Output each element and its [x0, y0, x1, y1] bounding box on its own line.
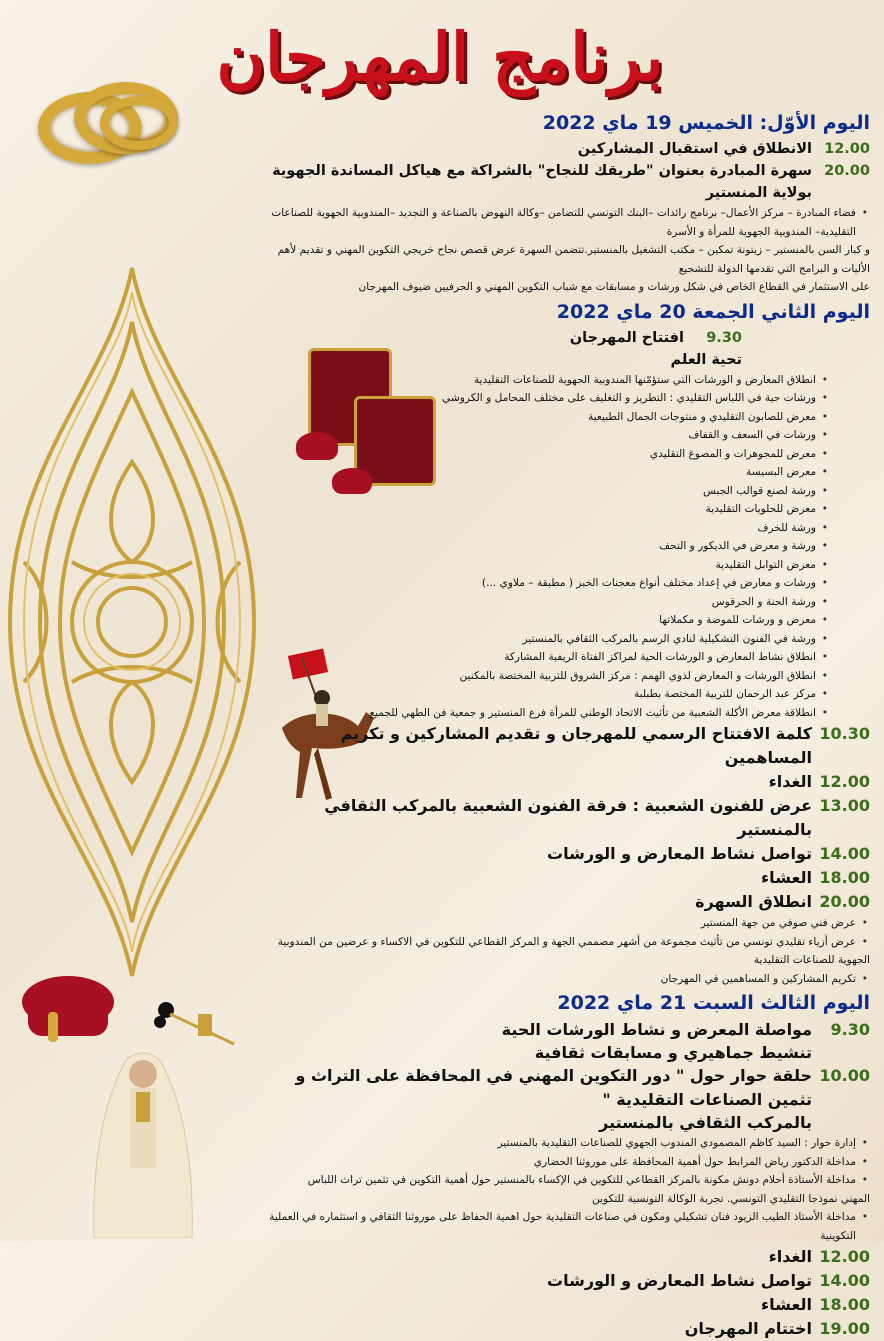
- bullet-continuation: على الاستثمار في القطاع الخاص في شكل ورشات و مسابقات مع شباب التكوين المهني و الحرفيين ضيوف المهرجان: [358, 281, 870, 293]
- page-title: برنامج المهرجان: [216, 18, 664, 96]
- schedule-text: سهرة المبادرة بعنوان "طريقك للنجاح" بالشراكة مع هياكل المساندة الجهوية بولاية المنستير: [272, 163, 812, 201]
- bullet-continuation: الجهوية للصناعات التقليدية: [753, 954, 870, 966]
- schedule-time: 12.00: [819, 772, 870, 791]
- schedule-text: مواصلة المعرض و نشاط الورشات الحية: [501, 1020, 812, 1039]
- schedule-text: عرض للفنون الشعبية : فرقة الفنون الشعبية بالمركب الثقافي بالمنستير: [324, 796, 812, 839]
- list-item: • معرض للحلويات التقليدية: [250, 500, 830, 519]
- list-item: • انطلاق المعارض و الورشات التي ستؤمّنها المندوبية الجهوية للصناعات التقليدية: [250, 371, 830, 390]
- schedule-row: [250, 890, 870, 914]
- list-item: • انطلاق الورشات و المعارض لذوي الهمم : مركز الشروق للتربية المختصة بالمكنين: [250, 667, 830, 686]
- list-item: • مركز عبد الرحمان للتربية المختصة بطبلبة: [250, 685, 830, 704]
- schedule-time: 19.00: [819, 1319, 870, 1338]
- schedule-time: 9.30: [830, 1020, 870, 1039]
- schedule-row: [250, 794, 870, 842]
- schedule-time: 20.00: [824, 163, 870, 179]
- schedule-row: [250, 770, 870, 794]
- day1-header: اليوم الأوّل: الخميس 19 ماي 2022: [542, 112, 870, 134]
- schedule-row: [250, 138, 870, 160]
- list-item: • معرض للمجوهرات و المصوغ التقليدي: [250, 445, 830, 464]
- schedule-time: 10.00: [819, 1066, 870, 1085]
- list-item: • مداخلة الأستاذة أحلام دونش مكونة بالمركز القطاعي للتكوين في الإكساء بالمنستير حول أهمية التكوين في تثمين تراث اللباس: [250, 1171, 870, 1190]
- list-item: • عرض أزياء تقليدي تونسي من تأثيث مجموعة من أشهر مصممي الجهة و المركز القطاعي للتكوين في الاكساء و عرضين من المندوبية: [250, 933, 870, 952]
- day2-header: اليوم الثاني الجمعة 20 ماي 2022: [556, 300, 870, 323]
- list-item: • ورشة للخرف: [250, 519, 830, 538]
- schedule-row: [250, 1064, 870, 1112]
- schedule-row: [250, 1293, 870, 1317]
- woman-traditional-dress-image: [92, 1048, 194, 1238]
- schedule-text: العشاء: [761, 868, 812, 887]
- schedule-text: كلمة الافتتاح الرسمي للمهرجان و تقديم المشاركين و تكريم المساهمين: [340, 724, 812, 767]
- schedule-time: 14.00: [819, 1271, 870, 1290]
- schedule-time: 9.30: [706, 329, 742, 346]
- schedule-subtext: تنشيط جماهيري و مسابقات ثقافية: [534, 1043, 812, 1062]
- list-item: • معرض للصابون التقليدي و منتوجات الجمال الطبيعية: [250, 408, 830, 427]
- schedule-text: الغداء: [768, 1247, 812, 1266]
- schedule-time: 10.30: [819, 724, 870, 743]
- day3-header: اليوم الثالث السبت 21 ماي 2022: [557, 992, 870, 1014]
- bullet-continuation: و كبار السن بالمنستير – زيتونة تمكين – مكتب التشغيل بالمنستير.تتضمن السهرة عرض قصص نجاح خريجي التكوين المهني و تقديم لأهم الأليات و البرامج التي تقدمها الدولة للتشجيع: [277, 244, 870, 275]
- list-item: • انطلاق نشاط المعارض و الورشات الحية لمراكز الفتاة الريفية المشاركة: [250, 648, 830, 667]
- schedule-text: حلقة حوار حول " دور التكوين المهني في المحافظة على التراث و تثمين الصناعات التقليدية ": [295, 1066, 812, 1109]
- list-item: • إدارة حوار : السيد كاظم المصمودي المندوب الجهوي للصناعات التقليدية بالمنستير: [250, 1134, 870, 1153]
- brooch-jewelry-image: [150, 992, 240, 1050]
- schedule-row: [250, 722, 870, 770]
- list-item: • انطلاقة معرض الأكلة الشعبية من تأثيث الاتحاد الوطني للمرأة فرع المنستير و جمعية فن الطهي للجميع: [250, 704, 830, 723]
- schedule-text: تواصل نشاط المعارض و الورشات: [547, 1271, 812, 1290]
- list-item: • معرض و ورشات للموضة و مكملاتها: [250, 611, 830, 630]
- list-item: • ورشات في السعف و القفاف: [250, 426, 830, 445]
- bullet-continuation: المهني نموذجا التقليدي التونسي. تجربة الوكالة التونسية للتكوين: [591, 1192, 870, 1205]
- schedule-time: 12.00: [819, 1247, 870, 1266]
- list-item: • معرض التوابل التقليدية: [250, 556, 830, 575]
- schedule-text: تواصل نشاط المعارض و الورشات: [547, 844, 812, 863]
- schedule-time: 20.00: [819, 892, 870, 911]
- list-item: • عرض فني صوفي من جهة المنستير: [250, 914, 870, 933]
- schedule-time: 14.00: [819, 844, 870, 863]
- schedule-row: [250, 842, 870, 866]
- schedule-row: [250, 160, 870, 204]
- list-item: • ورشة في الفنون التشكيلية لنادي الرسم بالمركب الثقافي بالمنستير: [250, 630, 830, 649]
- flag-salute: تحية العلم: [670, 351, 742, 368]
- schedule-subtext: بالمركب الثقافي بالمنستير: [599, 1113, 812, 1132]
- schedule-row: [250, 327, 742, 349]
- schedule-text: انطلاق السهرة: [695, 892, 812, 911]
- list-item: • معرض البسيسة: [250, 463, 830, 482]
- schedule-row: [250, 1317, 870, 1341]
- list-item: • ورشة الحنة و الحرقوس: [250, 593, 830, 612]
- schedule-text: الغداء: [768, 772, 812, 791]
- schedule-time: 18.00: [819, 868, 870, 887]
- schedule-time: 18.00: [819, 1295, 870, 1314]
- bullet-item: • فضاء المبادرة – مركز الأعمال– برنامج رائدات –البنك التونسي للتضامن –وكالة النهوض بالصناعة و التجديد –المندوبية الجهوية للصناعات التقليدية– المندوبية الجهوية للمرأة و الأسرة: [250, 204, 870, 241]
- schedule-text: العشاء: [761, 1295, 812, 1314]
- schedule-row: [250, 1245, 870, 1269]
- schedule-row: [250, 1018, 870, 1042]
- schedule-time: 13.00: [819, 796, 870, 815]
- schedule-text: الانطلاق في استقبال المشاركين: [577, 141, 812, 157]
- list-item: • ورشات حية في اللباس التقليدي : التطريز و التغليف على مختلف المحامل و الكروشي: [250, 389, 830, 408]
- arabesque-ornament-image: [4, 262, 260, 982]
- day2-bullet-list: [250, 371, 870, 723]
- schedule-time: 12.00: [824, 141, 870, 157]
- schedule-row: [250, 866, 870, 890]
- schedule-row: [250, 1269, 870, 1293]
- list-item: • ورشة و معرض في الديكور و التحف: [250, 537, 830, 556]
- program-content: [250, 108, 870, 1338]
- list-item: • تكريم المشاركين و المساهمين في المهرجان: [250, 970, 870, 989]
- list-item: • مداخلة الأستاذ الطيب الزيود فنان تشكيلي ومكون في صناعات التقليدية حول اهمية الحفاظ على موروثنا الثقافي و استثماره في العملية التكوينية: [250, 1208, 870, 1245]
- list-item: • ورشة لصنع قوالب الجبس: [250, 482, 830, 501]
- schedule-text: افتتاح المهرجان: [569, 329, 684, 346]
- schedule-text: اختتام المهرجان: [684, 1319, 812, 1338]
- list-item: • مداخلة الدكتور رياض المرابط حول أهمية المحافظة على موروثنا الحضاري: [250, 1153, 870, 1172]
- list-item: • ورشات و معارض في إعداد مختلف أنواع معجنات الخبز ( مطبقة – ملاوي ...): [250, 574, 830, 593]
